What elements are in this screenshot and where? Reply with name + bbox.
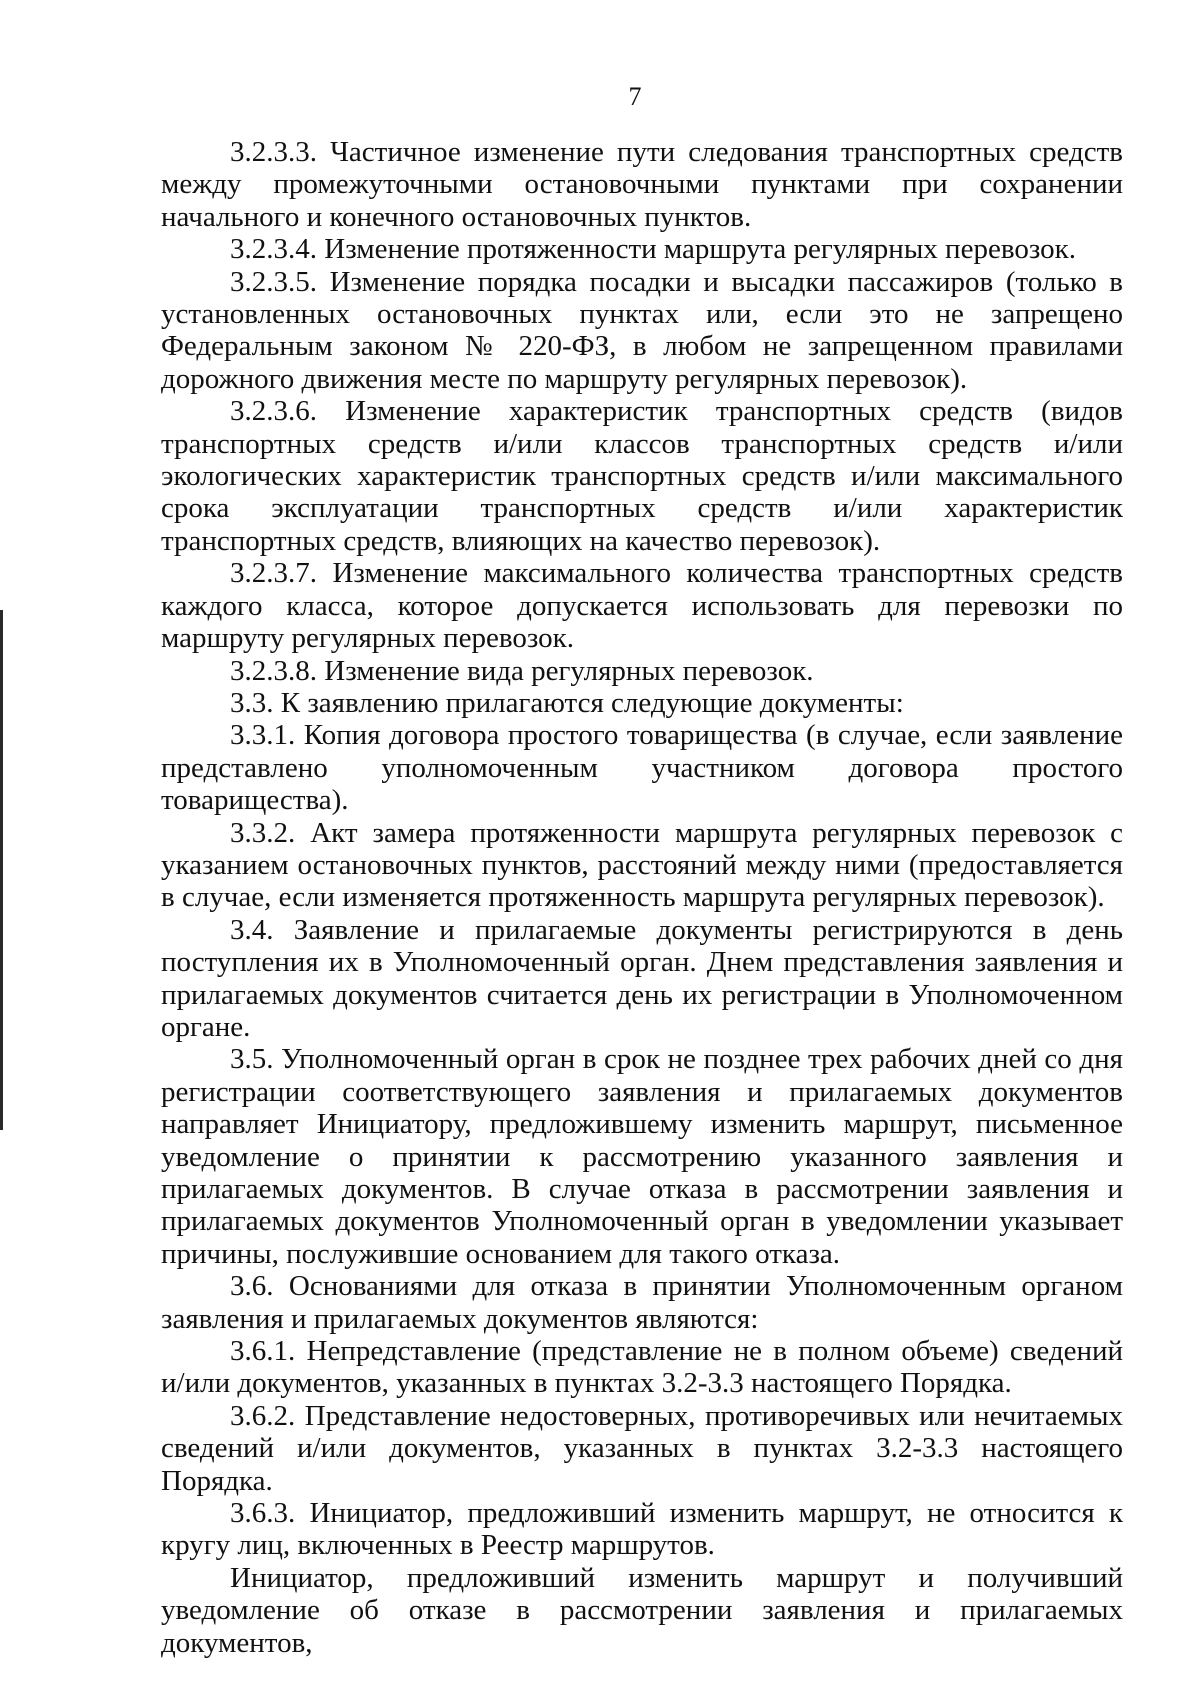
paragraph-3-2-3-6: 3.2.3.6. Изменение характеристик транспортных средств (видов транспортных средств и/или классов транспортных средств и/или экологических характеристик транспортных средств и/или максимального срока эксплуатации транспортных средств и/или характеристик транспортных средств, влияющих на качество перевозок). — [161, 395, 1123, 557]
paragraph-3-3: 3.3. К заявлению прилагаются следующие документы: — [230, 686, 904, 719]
paragraph-3-2-3-5: 3.2.3.5. Изменение порядка посадки и высадки пассажиров (только в установленных остановочных пунктах или, если это не запрещено Федеральным законом № 220-ФЗ, в любом не запрещенном правилами дорожного движения месте по маршруту регулярных перевозок). — [161, 265, 1123, 395]
paragraph-3-6-2: 3.6.2. Представление недостоверных, противоречивых или нечитаемых сведений и/или документов, указанных в пунктах 3.2-3.3 настоящего Порядка. — [161, 1399, 1123, 1497]
paragraph-3-4: 3.4. Заявление и прилагаемые документы регистрируются в день поступления их в Уполномоченный орган. Днем представления заявления и прилагаемых документов считается день их регистрации в Уполномоченном органе. — [161, 913, 1123, 1043]
paragraph-3-2-3-7: 3.2.3.7. Изменение максимального количества транспортных средств каждого класса, которое допускается использовать для перевозки по маршруту регулярных перевозок. — [161, 557, 1123, 655]
paragraph-3-6-3: 3.6.3. Инициатор, предложивший изменить маршрут, не относится к кругу лиц, включенных в Реестр маршрутов. — [161, 1497, 1123, 1562]
paragraph-3-2-3-4: 3.2.3.4. Изменение протяженности маршрута регулярных перевозок. — [230, 233, 1076, 266]
paragraph-3-3-1: 3.3.1. Копия договора простого товарищества (в случае, если заявление представлено уполномоченным участником договора простого товарищества). — [161, 719, 1123, 817]
page-number: 7 — [628, 82, 642, 111]
paragraph-3-2-3-3: 3.2.3.3. Частичное изменение пути следования транспортных средств между промежуточными остановочными пунктами при сохранении начального и конечного остановочных пунктов. — [161, 136, 1123, 233]
paragraph-3-6: 3.6. Основаниями для отказа в принятии Уполномоченным органом заявления и прилагаемых документов являются: — [161, 1270, 1123, 1335]
paragraph-3-5: 3.5. Уполномоченный орган в срок не позднее трех рабочих дней со дня регистрации соответствующего заявления и прилагаемых документов направляет Инициатору, предложившему изменить маршрут, письменное уведомление о принятии к рассмотрению указанного заявления и прилагаемых документов. В случае отказа в рассмотрении заявления и прилагаемых документов Уполномоченный орган в уведомлении указывает причины, послужившие основанием для такого отказа. — [161, 1043, 1123, 1270]
paragraph-initiator: Инициатор, предложивший изменить маршрут и получивший уведомление об отказе в рассмотрении заявления и прилагаемых документов, — [161, 1561, 1123, 1659]
paragraph-3-2-3-8: 3.2.3.8. Изменение вида регулярных перевозок. — [230, 654, 814, 687]
paragraph-3-3-2: 3.3.2. Акт замера протяженности маршрута регулярных перевозок с указанием остановочных пунктов, расстояний между ними (предоставляется в случае, если изменяется протяженность маршрута регулярных перевозок). — [161, 816, 1123, 914]
document-body — [161, 136, 1123, 1659]
scan-edge-mark — [0, 610, 3, 1130]
paragraph-3-6-1: 3.6.1. Непредставление (представление не в полном объеме) сведений и/или документов, указанных в пунктах 3.2-3.3 настоящего Порядка. — [161, 1335, 1123, 1400]
